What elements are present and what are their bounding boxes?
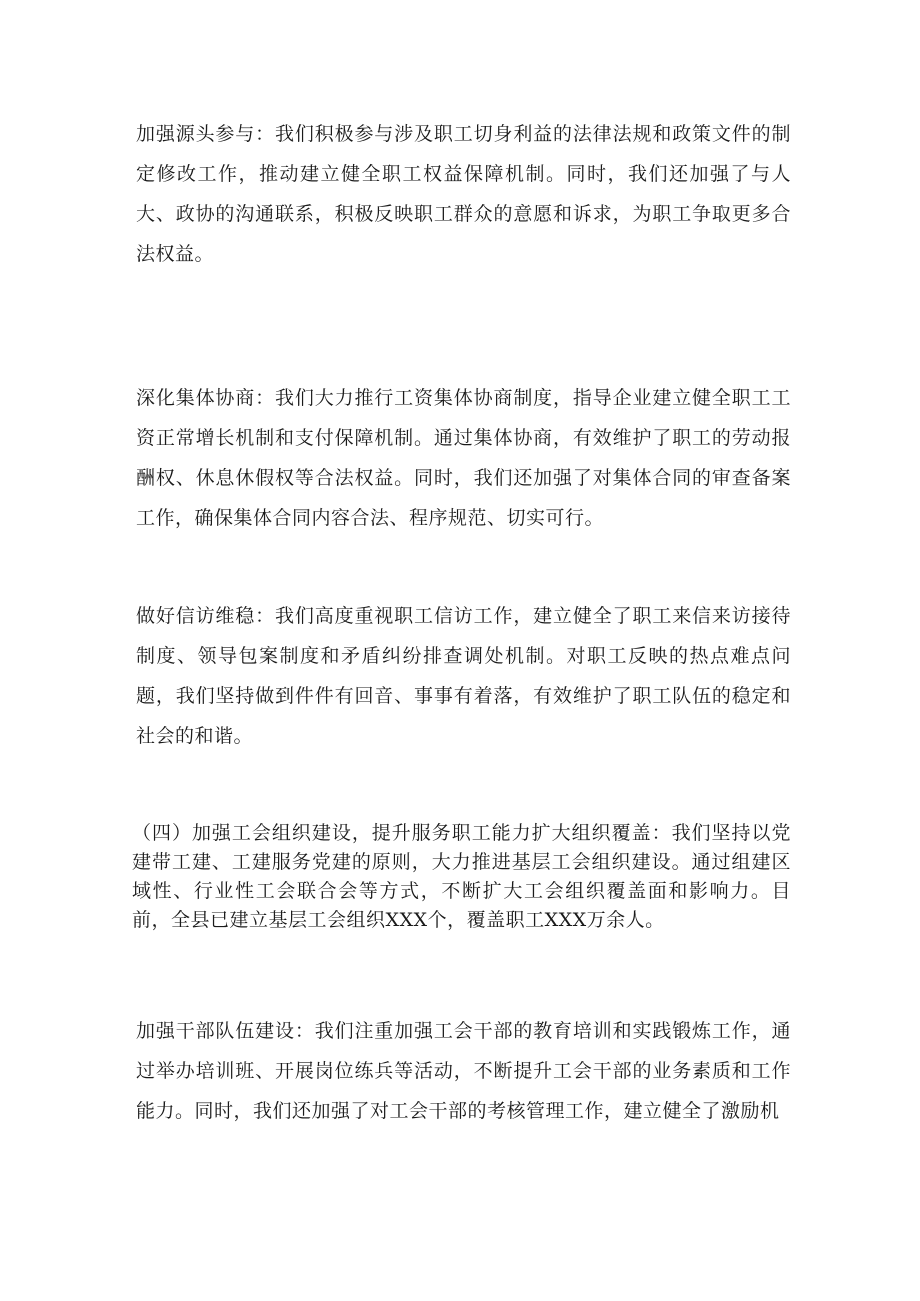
paragraph-source-participation: 加强源头参与：我们积极参与涉及职工切身利益的法律法规和政策文件的制定修改工作，推动建立健全职工权益保障机制。同时，我们还加强了与人大、政协的沟通联系，积极反映职工群众的意愿和诉求，为职工争取更多合法权益。 — [136, 123, 791, 265]
paragraph-petition-stability: 做好信访维稳：我们高度重视职工信访工作，建立健全了职工来信来访接待制度、领导包案制度和矛盾纠纷排查调处机制。对职工反映的热点难点问题，我们坚持做到件件有回音、事事有着落，有效维护了职工队伍的稳定和社会的和谐。 — [136, 605, 791, 747]
paragraph-cadre-team: 加强干部队伍建设：我们注重加强工会干部的教育培训和实践锻炼工作，通过举办培训班、开展岗位练兵等活动，不断提升工会干部的业务素质和工作能力。同时，我们还加强了对工会干部的考核管理工作，建立健全了激励机 — [136, 1020, 791, 1122]
paragraph-collective-negotiation: 深化集体协商：我们大力推行工资集体协商制度，指导企业建立健全职工工资正常增长机制和支付保障机制。通过集体协商，有效维护了职工的劳动报酬权、休息休假权等合法权益。同时，我们还加强了对集体合同的审查备案工作，确保集体合同内容合法、程序规范、切实可行。 — [136, 387, 791, 529]
paragraph-union-organization: （四）加强工会组织建设，提升服务职工能力扩大组织覆盖：我们坚持以党建带工建、工建服务党建的原则，大力推进基层工会组织建设。通过组建区域性、行业性工会联合会等方式，不断扩大工会组织覆盖面和影响力。目前，全县已建立基层工会组织XXX个，覆盖职工XXX万余人。 — [132, 822, 791, 931]
